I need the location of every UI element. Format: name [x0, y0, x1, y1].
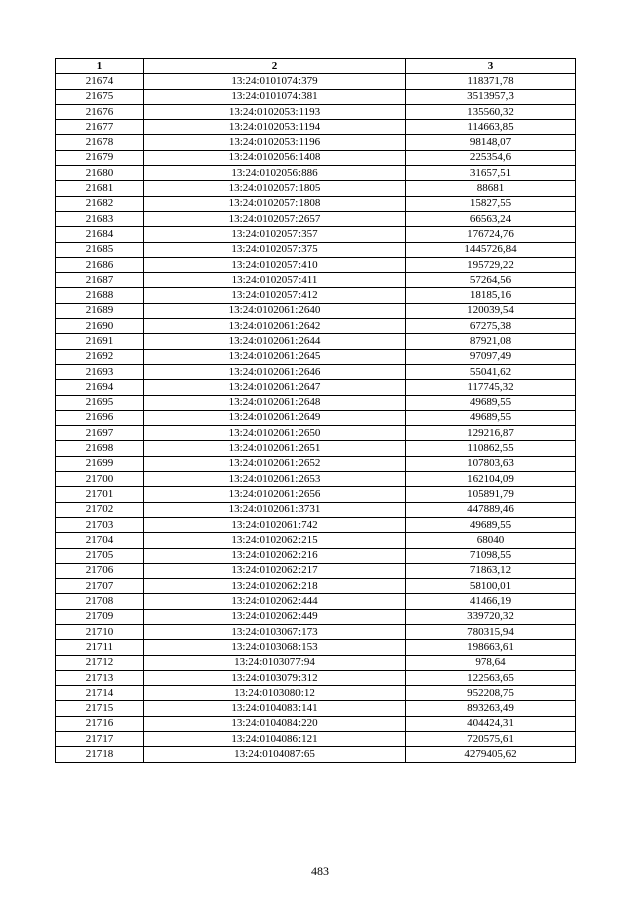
row-number-cell: 21708 [56, 594, 144, 609]
row-number-cell: 21678 [56, 135, 144, 150]
row-number-cell: 21715 [56, 701, 144, 716]
cadastral-number-cell: 13:24:0104083:141 [144, 701, 406, 716]
row-number-cell: 21714 [56, 686, 144, 701]
value-cell: 105891,79 [406, 487, 576, 502]
table-row [56, 288, 576, 303]
table-row [56, 150, 576, 165]
data-table [55, 58, 576, 763]
value-cell: 135560,32 [406, 104, 576, 119]
cadastral-number-cell: 13:24:0102061:2653 [144, 472, 406, 487]
value-cell: 88681 [406, 181, 576, 196]
cadastral-number-cell: 13:24:0102061:2651 [144, 441, 406, 456]
cadastral-number-cell: 13:24:0103067:173 [144, 624, 406, 639]
value-cell: 87921,08 [406, 334, 576, 349]
row-number-cell: 21686 [56, 257, 144, 272]
cadastral-number-cell: 13:24:0102062:444 [144, 594, 406, 609]
cadastral-number-cell: 13:24:0101074:381 [144, 89, 406, 104]
cadastral-number-cell: 13:24:0103077:94 [144, 655, 406, 670]
table-row [56, 747, 576, 762]
table-row [56, 640, 576, 655]
table-row [56, 166, 576, 181]
value-cell: 162104,09 [406, 472, 576, 487]
cadastral-number-cell: 13:24:0102061:2650 [144, 426, 406, 441]
row-number-cell: 21712 [56, 655, 144, 670]
table-row [56, 624, 576, 639]
table-body [56, 74, 576, 762]
table-row [56, 548, 576, 563]
cadastral-number-cell: 13:24:0104087:65 [144, 747, 406, 762]
value-cell: 41466,19 [406, 594, 576, 609]
cadastral-number-cell: 13:24:0102061:2644 [144, 334, 406, 349]
value-cell: 118371,78 [406, 74, 576, 89]
cadastral-number-cell: 13:24:0104084:220 [144, 716, 406, 731]
row-number-cell: 21705 [56, 548, 144, 563]
table-row [56, 334, 576, 349]
row-number-cell: 21703 [56, 517, 144, 532]
cadastral-number-cell: 13:24:0102056:1408 [144, 150, 406, 165]
cadastral-number-cell: 13:24:0102061:2649 [144, 410, 406, 425]
row-number-cell: 21702 [56, 502, 144, 517]
cadastral-number-cell: 13:24:0102057:1808 [144, 196, 406, 211]
table-row [56, 380, 576, 395]
row-number-cell: 21688 [56, 288, 144, 303]
row-number-cell: 21681 [56, 181, 144, 196]
row-number-cell: 21687 [56, 273, 144, 288]
value-cell: 225354,6 [406, 150, 576, 165]
table-row [56, 594, 576, 609]
cadastral-number-cell: 13:24:0102053:1193 [144, 104, 406, 119]
row-number-cell: 21716 [56, 716, 144, 731]
table-row [56, 456, 576, 471]
table-row [56, 410, 576, 425]
cadastral-number-cell: 13:24:0102057:375 [144, 242, 406, 257]
row-number-cell: 21690 [56, 319, 144, 334]
table-row [56, 303, 576, 318]
row-number-cell: 21680 [56, 166, 144, 181]
value-cell: 780315,94 [406, 624, 576, 639]
cadastral-number-cell: 13:24:0103068:153 [144, 640, 406, 655]
column-header: 3 [406, 59, 576, 74]
cadastral-number-cell: 13:24:0101074:379 [144, 74, 406, 89]
row-number-cell: 21718 [56, 747, 144, 762]
value-cell: 978,64 [406, 655, 576, 670]
value-cell: 66563,24 [406, 211, 576, 226]
table-row [56, 533, 576, 548]
cadastral-number-cell: 13:24:0102056:886 [144, 166, 406, 181]
value-cell: 952208,75 [406, 686, 576, 701]
table-row [56, 135, 576, 150]
table-row [56, 472, 576, 487]
cadastral-number-cell: 13:24:0102061:2642 [144, 319, 406, 334]
cadastral-number-cell: 13:24:0102062:216 [144, 548, 406, 563]
value-cell: 120039,54 [406, 303, 576, 318]
row-number-cell: 21710 [56, 624, 144, 639]
value-cell: 339720,32 [406, 609, 576, 624]
value-cell: 107803,63 [406, 456, 576, 471]
cadastral-number-cell: 13:24:0102062:449 [144, 609, 406, 624]
row-number-cell: 21713 [56, 670, 144, 685]
row-number-cell: 21689 [56, 303, 144, 318]
table-row [56, 319, 576, 334]
cadastral-number-cell: 13:24:0102061:2645 [144, 349, 406, 364]
value-cell: 110862,55 [406, 441, 576, 456]
table-row [56, 104, 576, 119]
value-cell: 71098,55 [406, 548, 576, 563]
cadastral-number-cell: 13:24:0102057:357 [144, 227, 406, 242]
value-cell: 3513957,3 [406, 89, 576, 104]
cadastral-number-cell: 13:24:0102061:3731 [144, 502, 406, 517]
row-number-cell: 21717 [56, 732, 144, 747]
value-cell: 893263,49 [406, 701, 576, 716]
value-cell: 720575,61 [406, 732, 576, 747]
value-cell: 49689,55 [406, 395, 576, 410]
row-number-cell: 21682 [56, 196, 144, 211]
value-cell: 122563,65 [406, 670, 576, 685]
table-row [56, 120, 576, 135]
cadastral-number-cell: 13:24:0102061:2640 [144, 303, 406, 318]
value-cell: 58100,01 [406, 579, 576, 594]
value-cell: 4279405,62 [406, 747, 576, 762]
value-cell: 195729,22 [406, 257, 576, 272]
cadastral-number-cell: 13:24:0104086:121 [144, 732, 406, 747]
cadastral-number-cell: 13:24:0102057:410 [144, 257, 406, 272]
value-cell: 198663,61 [406, 640, 576, 655]
row-number-cell: 21674 [56, 74, 144, 89]
value-cell: 49689,55 [406, 517, 576, 532]
table-row [56, 196, 576, 211]
row-number-cell: 21709 [56, 609, 144, 624]
table-row [56, 227, 576, 242]
cadastral-number-cell: 13:24:0102061:2646 [144, 364, 406, 379]
column-header: 1 [56, 59, 144, 74]
value-cell: 31657,51 [406, 166, 576, 181]
table-row [56, 609, 576, 624]
cadastral-number-cell: 13:24:0102057:2657 [144, 211, 406, 226]
table-row [56, 686, 576, 701]
row-number-cell: 21697 [56, 426, 144, 441]
row-number-cell: 21707 [56, 579, 144, 594]
value-cell: 97097,49 [406, 349, 576, 364]
row-number-cell: 21685 [56, 242, 144, 257]
table-row [56, 257, 576, 272]
cadastral-number-cell: 13:24:0102061:2648 [144, 395, 406, 410]
row-number-cell: 21684 [56, 227, 144, 242]
table-row [56, 701, 576, 716]
row-number-cell: 21700 [56, 472, 144, 487]
value-cell: 71863,12 [406, 563, 576, 578]
value-cell: 117745,32 [406, 380, 576, 395]
row-number-cell: 21683 [56, 211, 144, 226]
table-row [56, 89, 576, 104]
row-number-cell: 21676 [56, 104, 144, 119]
value-cell: 18185,16 [406, 288, 576, 303]
value-cell: 404424,31 [406, 716, 576, 731]
table-row [56, 242, 576, 257]
row-number-cell: 21692 [56, 349, 144, 364]
table-header-row [56, 59, 576, 74]
row-number-cell: 21693 [56, 364, 144, 379]
table-row [56, 349, 576, 364]
row-number-cell: 21679 [56, 150, 144, 165]
value-cell: 67275,38 [406, 319, 576, 334]
row-number-cell: 21675 [56, 89, 144, 104]
table-row [56, 426, 576, 441]
row-number-cell: 21677 [56, 120, 144, 135]
column-header: 2 [144, 59, 406, 74]
value-cell: 176724,76 [406, 227, 576, 242]
cadastral-number-cell: 13:24:0102057:412 [144, 288, 406, 303]
value-cell: 114663,85 [406, 120, 576, 135]
row-number-cell: 21699 [56, 456, 144, 471]
value-cell: 447889,46 [406, 502, 576, 517]
table-row [56, 181, 576, 196]
cadastral-number-cell: 13:24:0102061:2647 [144, 380, 406, 395]
value-cell: 98148,07 [406, 135, 576, 150]
table-row [56, 273, 576, 288]
value-cell: 55041,62 [406, 364, 576, 379]
value-cell: 68040 [406, 533, 576, 548]
table-row [56, 732, 576, 747]
table-row [56, 211, 576, 226]
table-row [56, 579, 576, 594]
value-cell: 49689,55 [406, 410, 576, 425]
table-row [56, 517, 576, 532]
value-cell: 1445726,84 [406, 242, 576, 257]
cadastral-number-cell: 13:24:0102057:1805 [144, 181, 406, 196]
row-number-cell: 21701 [56, 487, 144, 502]
table-row [56, 655, 576, 670]
cadastral-number-cell: 13:24:0102062:217 [144, 563, 406, 578]
row-number-cell: 21706 [56, 563, 144, 578]
cadastral-number-cell: 13:24:0102053:1194 [144, 120, 406, 135]
row-number-cell: 21695 [56, 395, 144, 410]
cadastral-number-cell: 13:24:0102062:218 [144, 579, 406, 594]
cadastral-number-cell: 13:24:0102061:2652 [144, 456, 406, 471]
row-number-cell: 21696 [56, 410, 144, 425]
table-row [56, 563, 576, 578]
cadastral-number-cell: 13:24:0102061:2656 [144, 487, 406, 502]
row-number-cell: 21704 [56, 533, 144, 548]
table-row [56, 716, 576, 731]
row-number-cell: 21694 [56, 380, 144, 395]
row-number-cell: 21711 [56, 640, 144, 655]
row-number-cell: 21691 [56, 334, 144, 349]
row-number-cell: 21698 [56, 441, 144, 456]
value-cell: 15827,55 [406, 196, 576, 211]
cadastral-number-cell: 13:24:0103080:12 [144, 686, 406, 701]
page-number: 483 [311, 864, 329, 878]
cadastral-number-cell: 13:24:0102053:1196 [144, 135, 406, 150]
table-row [56, 74, 576, 89]
table-row [56, 441, 576, 456]
cadastral-number-cell: 13:24:0102062:215 [144, 533, 406, 548]
table-row [56, 502, 576, 517]
cadastral-number-cell: 13:24:0103079:312 [144, 670, 406, 685]
table-row [56, 395, 576, 410]
value-cell: 129216,87 [406, 426, 576, 441]
cadastral-number-cell: 13:24:0102061:742 [144, 517, 406, 532]
table-row [56, 487, 576, 502]
table-row [56, 670, 576, 685]
cadastral-number-cell: 13:24:0102057:411 [144, 273, 406, 288]
table-row [56, 364, 576, 379]
value-cell: 57264,56 [406, 273, 576, 288]
